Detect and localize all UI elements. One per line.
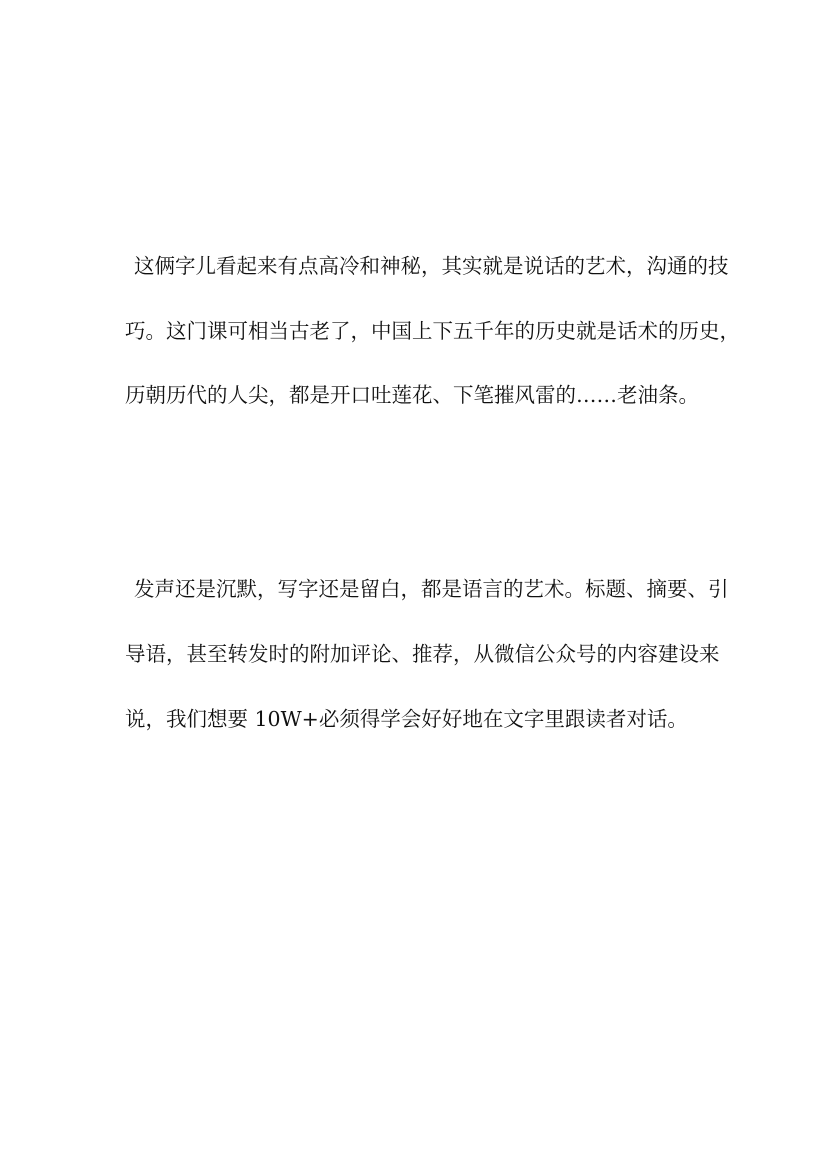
paragraph-line: 历朝历代的人尖，都是开口吐莲花、下笔摧风雷的……老油条。 xyxy=(125,383,699,407)
paragraph-line: 说，我们想要 10W+必须得学会好好地在文字里跟读者对话。 xyxy=(125,707,688,731)
paragraph-line: 发声还是沉默，写字还是留白，都是语言的艺术。标题、摘要、引 xyxy=(134,577,729,601)
paragraph-line: 导语，甚至转发时的附加评论、推荐，从微信公众号的内容建设来 xyxy=(125,642,720,666)
paragraph-line: 巧。这门课可相当古老了，中国上下五千年的历史就是话术的历史， xyxy=(125,319,740,343)
paragraph-line: 这俩字儿看起来有点高冷和神秘，其实就是说话的艺术，沟通的技 xyxy=(134,254,729,278)
